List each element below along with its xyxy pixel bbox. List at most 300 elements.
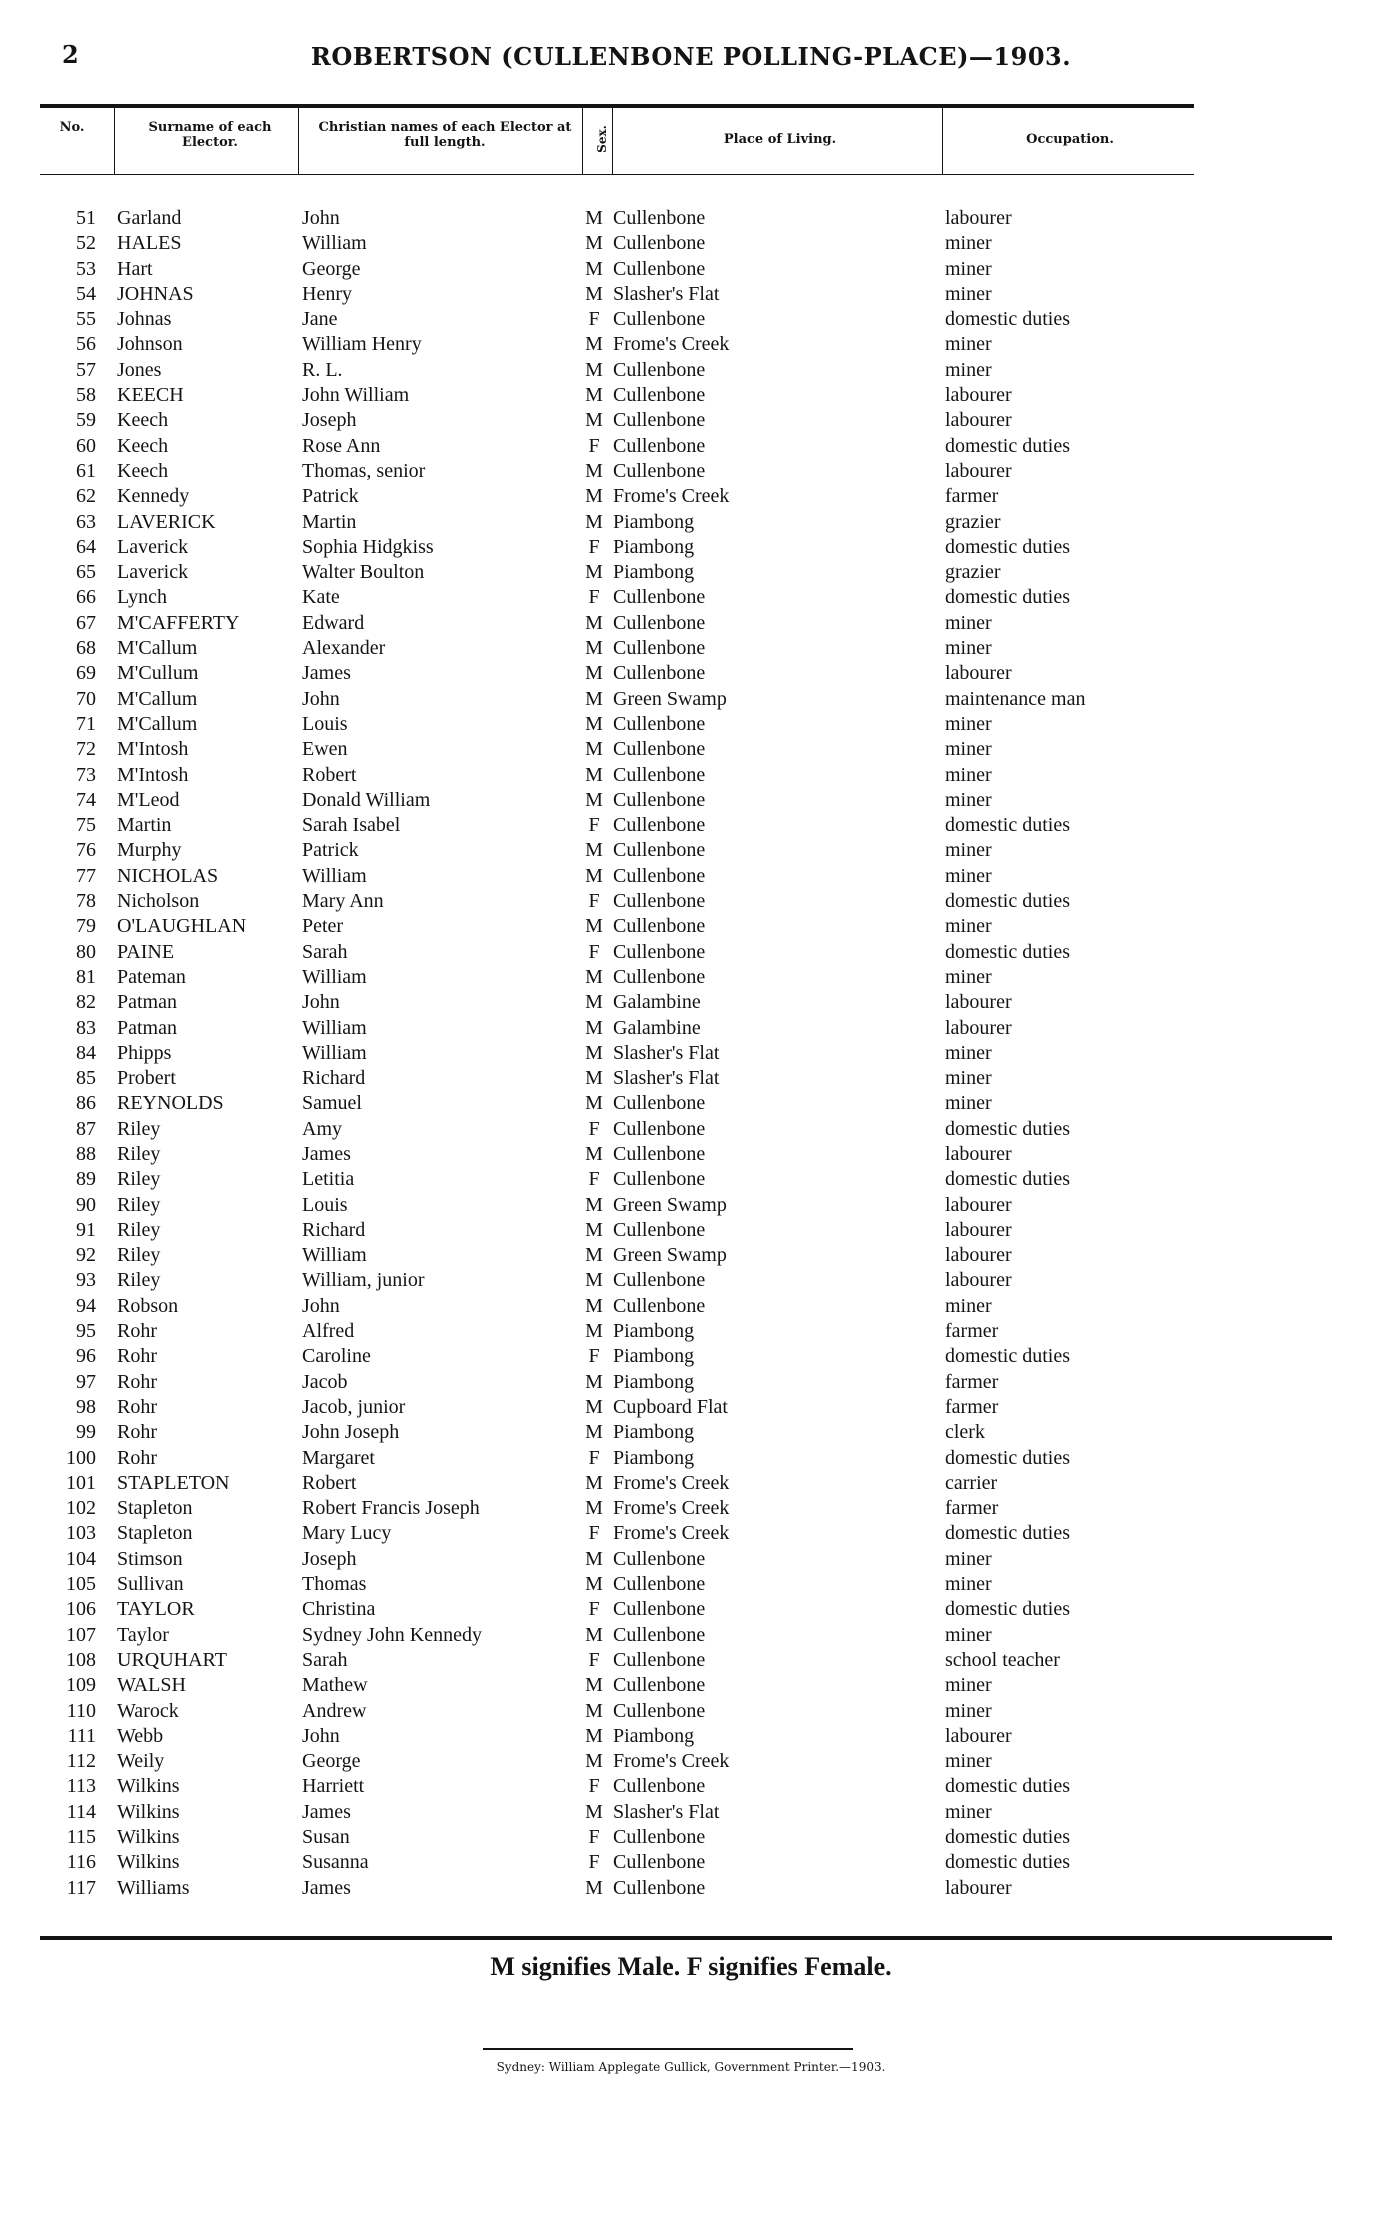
elector-row bbox=[0, 1724, 1382, 1749]
elector-place-of-living: Cullenbone bbox=[613, 864, 706, 887]
elector-christian-names: Robert bbox=[302, 763, 357, 786]
elector-surname: Nicholson bbox=[117, 890, 200, 913]
elector-sex: M bbox=[585, 1547, 603, 1570]
elector-sex: M bbox=[585, 1674, 603, 1697]
elector-number: 85 bbox=[76, 1067, 96, 1090]
elector-surname: Wilkins bbox=[117, 1826, 180, 1848]
elector-sex: M bbox=[585, 561, 603, 584]
elector-occupation: miner bbox=[945, 1547, 992, 1570]
elector-place-of-living: Slasher's Flat bbox=[613, 1067, 720, 1090]
elector-place-of-living: Slasher's Flat bbox=[613, 1800, 720, 1823]
elector-christian-names: John Joseph bbox=[302, 1421, 400, 1444]
elector-occupation: miner bbox=[945, 1699, 992, 1722]
elector-sex: M bbox=[585, 333, 603, 356]
elector-row bbox=[0, 1167, 1382, 1192]
elector-occupation: domestic duties bbox=[945, 1598, 1070, 1621]
elector-row bbox=[0, 510, 1382, 535]
elector-number: 103 bbox=[66, 1522, 96, 1545]
elector-occupation: domestic duties bbox=[945, 1168, 1070, 1191]
elector-christian-names: Peter bbox=[302, 915, 344, 938]
elector-occupation: labourer bbox=[945, 1244, 1012, 1267]
elector-row bbox=[0, 257, 1382, 282]
elector-surname: M'Callum bbox=[117, 637, 198, 660]
elector-surname: Laverick bbox=[117, 535, 189, 558]
elector-surname: Riley bbox=[117, 1218, 161, 1241]
elector-occupation: miner bbox=[945, 358, 992, 381]
elector-sex: M bbox=[585, 1395, 603, 1418]
elector-row bbox=[0, 535, 1382, 560]
header-bottom-rule bbox=[40, 174, 1194, 175]
elector-place-of-living: Piambong bbox=[613, 1724, 695, 1747]
elector-sex: F bbox=[588, 1851, 600, 1874]
elector-number: 56 bbox=[76, 333, 96, 356]
elector-row bbox=[0, 1699, 1382, 1724]
elector-surname: Laverick bbox=[117, 561, 189, 584]
elector-christian-names: Richard bbox=[302, 1067, 366, 1090]
elector-number: 67 bbox=[76, 611, 96, 634]
elector-surname: Webb bbox=[117, 1724, 164, 1747]
elector-sex: M bbox=[585, 839, 603, 862]
elector-surname: M'Cullum bbox=[117, 662, 199, 685]
elector-place-of-living: Cullenbone bbox=[613, 1218, 706, 1241]
elector-row bbox=[0, 1496, 1382, 1521]
elector-sex: F bbox=[588, 1648, 600, 1671]
elector-occupation: domestic duties bbox=[945, 1826, 1070, 1848]
elector-christian-names: Jacob bbox=[302, 1370, 348, 1393]
elector-number: 59 bbox=[76, 409, 96, 432]
elector-sex: M bbox=[585, 232, 603, 255]
elector-occupation: labourer bbox=[945, 207, 1012, 229]
elector-row bbox=[0, 1446, 1382, 1471]
elector-christian-names: Jacob, junior bbox=[302, 1395, 406, 1418]
elector-number: 61 bbox=[76, 459, 96, 482]
column-divider bbox=[298, 108, 299, 174]
elector-christian-names: Sarah Isabel bbox=[302, 814, 401, 837]
elector-row bbox=[0, 1800, 1382, 1825]
elector-christian-names: Walter Boulton bbox=[302, 561, 425, 584]
elector-sex: F bbox=[588, 1775, 600, 1798]
elector-place-of-living: Cullenbone bbox=[613, 257, 706, 280]
elector-row bbox=[0, 1572, 1382, 1597]
elector-christian-names: James bbox=[302, 662, 351, 685]
elector-row bbox=[0, 763, 1382, 788]
elector-surname: Johnas bbox=[117, 308, 172, 331]
elector-number: 106 bbox=[66, 1598, 96, 1621]
elector-row bbox=[0, 990, 1382, 1015]
elector-number: 101 bbox=[66, 1471, 96, 1494]
elector-christian-names: John bbox=[302, 1724, 340, 1747]
elector-row bbox=[0, 914, 1382, 939]
elector-occupation: farmer bbox=[945, 1395, 999, 1418]
elector-christian-names: George bbox=[302, 1750, 361, 1773]
elector-number: 110 bbox=[66, 1699, 96, 1722]
elector-row bbox=[0, 1850, 1382, 1875]
elector-christian-names: Sydney John Kennedy bbox=[302, 1623, 482, 1646]
elector-christian-names: John William bbox=[302, 384, 410, 407]
elector-surname: Probert bbox=[117, 1067, 176, 1090]
elector-number: 86 bbox=[76, 1092, 96, 1115]
elector-surname: PAINE bbox=[117, 940, 175, 963]
elector-sex: F bbox=[588, 1598, 600, 1621]
elector-sex: M bbox=[585, 1623, 603, 1646]
header-surname: Surname of each Elector. bbox=[148, 120, 272, 150]
elector-number: 113 bbox=[66, 1775, 96, 1798]
elector-number: 88 bbox=[76, 1142, 96, 1165]
elector-number: 108 bbox=[66, 1648, 96, 1671]
elector-surname: Riley bbox=[117, 1117, 161, 1140]
elector-surname: Rohr bbox=[117, 1345, 157, 1368]
elector-christian-names: William bbox=[302, 965, 367, 988]
elector-christian-names: Sarah bbox=[302, 1648, 348, 1671]
elector-row bbox=[0, 1395, 1382, 1420]
elector-row bbox=[0, 1091, 1382, 1116]
elector-place-of-living: Frome's Creek bbox=[613, 485, 730, 508]
elector-row bbox=[0, 383, 1382, 408]
elector-surname: M'Leod bbox=[117, 788, 180, 811]
elector-occupation: labourer bbox=[945, 1193, 1012, 1216]
elector-surname: Garland bbox=[117, 207, 182, 229]
elector-occupation: miner bbox=[945, 282, 992, 305]
elector-occupation: domestic duties bbox=[945, 434, 1070, 457]
elector-christian-names: Andrew bbox=[302, 1699, 367, 1722]
elector-surname: Rohr bbox=[117, 1395, 157, 1418]
elector-number: 65 bbox=[76, 561, 96, 584]
elector-christian-names: Rose Ann bbox=[302, 434, 381, 457]
elector-christian-names: Edward bbox=[302, 611, 365, 634]
elector-christian-names: Sophia Hidgkiss bbox=[302, 535, 434, 558]
elector-row bbox=[0, 1268, 1382, 1293]
elector-place-of-living: Cullenbone bbox=[613, 434, 706, 457]
elector-occupation: domestic duties bbox=[945, 814, 1070, 837]
elector-christian-names: William, junior bbox=[302, 1269, 425, 1292]
elector-sex: M bbox=[585, 1876, 603, 1899]
elector-occupation: miner bbox=[945, 788, 992, 811]
elector-sex: M bbox=[585, 459, 603, 482]
elector-place-of-living: Green Swamp bbox=[613, 687, 727, 710]
elector-sex: M bbox=[585, 1421, 603, 1444]
elector-row bbox=[0, 636, 1382, 661]
elector-number: 95 bbox=[76, 1320, 96, 1343]
elector-christian-names: Letitia bbox=[302, 1168, 355, 1191]
elector-christian-names: Amy bbox=[302, 1117, 342, 1140]
elector-number: 115 bbox=[66, 1826, 96, 1848]
elector-surname: Rohr bbox=[117, 1370, 157, 1393]
elector-row bbox=[0, 484, 1382, 509]
elector-surname: M'Intosh bbox=[117, 738, 189, 761]
elector-surname: STAPLETON bbox=[117, 1471, 230, 1494]
elector-place-of-living: Piambong bbox=[613, 1320, 695, 1343]
elector-row bbox=[0, 560, 1382, 585]
elector-occupation: labourer bbox=[945, 1218, 1012, 1241]
elector-row bbox=[0, 358, 1382, 383]
elector-surname: Riley bbox=[117, 1142, 161, 1165]
elector-christian-names: Joseph bbox=[302, 409, 357, 432]
elector-row bbox=[0, 737, 1382, 762]
elector-surname: Wilkins bbox=[117, 1800, 180, 1823]
elector-number: 117 bbox=[66, 1876, 96, 1899]
elector-place-of-living: Green Swamp bbox=[613, 1193, 727, 1216]
elector-sex: F bbox=[588, 890, 600, 913]
elector-sex: M bbox=[585, 1750, 603, 1773]
elector-surname: Sullivan bbox=[117, 1573, 184, 1596]
elector-row bbox=[0, 813, 1382, 838]
elector-occupation: farmer bbox=[945, 1497, 999, 1520]
elector-sex: M bbox=[585, 282, 603, 305]
elector-sex: M bbox=[585, 485, 603, 508]
elector-row bbox=[0, 1547, 1382, 1572]
elector-number: 90 bbox=[76, 1193, 96, 1216]
elector-sex: F bbox=[588, 1446, 600, 1469]
elector-row bbox=[0, 864, 1382, 889]
elector-row bbox=[0, 1066, 1382, 1091]
elector-occupation: domestic duties bbox=[945, 586, 1070, 609]
imprint-rule bbox=[483, 2048, 853, 2050]
elector-number: 79 bbox=[76, 915, 96, 938]
elector-occupation: domestic duties bbox=[945, 1345, 1070, 1368]
elector-christian-names: Margaret bbox=[302, 1446, 375, 1469]
elector-number: 82 bbox=[76, 991, 96, 1014]
elector-number: 63 bbox=[76, 510, 96, 533]
elector-sex: M bbox=[585, 358, 603, 381]
elector-christian-names: Henry bbox=[302, 282, 352, 305]
elector-number: 83 bbox=[76, 1016, 96, 1039]
elector-occupation: labourer bbox=[945, 384, 1012, 407]
elector-occupation: miner bbox=[945, 232, 992, 255]
elector-place-of-living: Galambine bbox=[613, 991, 701, 1014]
elector-occupation: miner bbox=[945, 915, 992, 938]
elector-sex: M bbox=[585, 1800, 603, 1823]
elector-occupation: miner bbox=[945, 864, 992, 887]
elector-surname: HALES bbox=[117, 232, 182, 255]
elector-surname: WALSH bbox=[117, 1674, 186, 1697]
elector-surname: Keech bbox=[117, 434, 169, 457]
elector-sex: M bbox=[585, 1016, 603, 1039]
elector-occupation: miner bbox=[945, 763, 992, 786]
elector-row bbox=[0, 687, 1382, 712]
elector-number: 55 bbox=[76, 308, 96, 331]
elector-christian-names: Thomas bbox=[302, 1573, 367, 1596]
elector-place-of-living: Cullenbone bbox=[613, 358, 706, 381]
elector-surname: Kennedy bbox=[117, 485, 190, 508]
elector-number: 102 bbox=[66, 1497, 96, 1520]
elector-number: 73 bbox=[76, 763, 96, 786]
column-divider bbox=[612, 108, 613, 174]
elector-occupation: miner bbox=[945, 1294, 992, 1317]
elector-sex: M bbox=[585, 1244, 603, 1267]
elector-number: 64 bbox=[76, 535, 96, 558]
elector-row bbox=[0, 206, 1382, 231]
elector-sex: M bbox=[585, 965, 603, 988]
elector-surname: URQUHART bbox=[117, 1648, 227, 1671]
elector-row bbox=[0, 1370, 1382, 1395]
header-place: Place of Living. bbox=[723, 132, 837, 147]
elector-place-of-living: Cullenbone bbox=[613, 1547, 706, 1570]
elector-row bbox=[0, 1749, 1382, 1774]
elector-row bbox=[0, 611, 1382, 636]
elector-surname: O'LAUGHLAN bbox=[117, 915, 247, 938]
elector-sex: M bbox=[585, 1041, 603, 1064]
elector-row bbox=[0, 1218, 1382, 1243]
elector-number: 71 bbox=[76, 712, 96, 735]
elector-place-of-living: Green Swamp bbox=[613, 1244, 727, 1267]
elector-surname: REYNOLDS bbox=[117, 1092, 224, 1115]
header-no: No. bbox=[59, 120, 85, 135]
elector-sex: F bbox=[588, 586, 600, 609]
elector-place-of-living: Cullenbone bbox=[613, 1699, 706, 1722]
elector-place-of-living: Galambine bbox=[613, 1016, 701, 1039]
elector-sex: M bbox=[585, 409, 603, 432]
elector-number: 107 bbox=[66, 1623, 96, 1646]
header-occupation: Occupation. bbox=[1026, 132, 1114, 147]
elector-christian-names: Mathew bbox=[302, 1674, 368, 1697]
elector-surname: Martin bbox=[117, 814, 172, 837]
elector-occupation: labourer bbox=[945, 1876, 1012, 1899]
elector-place-of-living: Cupboard Flat bbox=[613, 1395, 728, 1418]
elector-place-of-living: Piambong bbox=[613, 1345, 695, 1368]
elector-sex: M bbox=[585, 257, 603, 280]
elector-place-of-living: Cullenbone bbox=[613, 890, 706, 913]
elector-christian-names: William bbox=[302, 1016, 367, 1039]
elector-christian-names: Harriett bbox=[302, 1775, 365, 1798]
elector-row bbox=[0, 1319, 1382, 1344]
elector-surname: Stimson bbox=[117, 1547, 183, 1570]
elector-sex: M bbox=[585, 864, 603, 887]
elector-occupation: miner bbox=[945, 712, 992, 735]
elector-sex: M bbox=[585, 384, 603, 407]
elector-christian-names: Susan bbox=[302, 1826, 350, 1848]
elector-row bbox=[0, 1117, 1382, 1142]
elector-christian-names: Kate bbox=[302, 586, 340, 609]
elector-place-of-living: Cullenbone bbox=[613, 1775, 706, 1798]
elector-place-of-living: Cullenbone bbox=[613, 308, 706, 331]
elector-place-of-living: Cullenbone bbox=[613, 586, 706, 609]
elector-sex: M bbox=[585, 1218, 603, 1241]
elector-sex: F bbox=[588, 1345, 600, 1368]
header-sex: Sex. bbox=[594, 125, 609, 153]
printer-imprint: Sydney: William Applegate Gullick, Government Printer.—1903. bbox=[496, 2060, 886, 2074]
elector-row bbox=[0, 1041, 1382, 1066]
elector-number: 75 bbox=[76, 814, 96, 837]
elector-surname: Riley bbox=[117, 1193, 161, 1216]
elector-number: 84 bbox=[76, 1041, 96, 1064]
elector-christian-names: James bbox=[302, 1876, 351, 1899]
elector-surname: TAYLOR bbox=[117, 1598, 195, 1621]
elector-occupation: miner bbox=[945, 1674, 992, 1697]
elector-row bbox=[0, 1623, 1382, 1648]
elector-place-of-living: Cullenbone bbox=[613, 1168, 706, 1191]
elector-sex: M bbox=[585, 1193, 603, 1216]
column-divider bbox=[114, 108, 115, 174]
elector-place-of-living: Cullenbone bbox=[613, 738, 706, 761]
elector-row bbox=[0, 459, 1382, 484]
elector-place-of-living: Frome's Creek bbox=[613, 1522, 730, 1545]
elector-christian-names: Samuel bbox=[302, 1092, 362, 1115]
elector-christian-names: Donald William bbox=[302, 788, 431, 811]
sex-legend: M signifies Male. F signifies Female. bbox=[490, 1952, 892, 1981]
elector-christian-names: Alfred bbox=[302, 1320, 355, 1343]
elector-row bbox=[0, 332, 1382, 357]
elector-surname: Wilkins bbox=[117, 1775, 180, 1798]
elector-sex: F bbox=[588, 940, 600, 963]
elector-occupation: miner bbox=[945, 637, 992, 660]
elector-place-of-living: Cullenbone bbox=[613, 915, 706, 938]
elector-surname: Taylor bbox=[117, 1623, 169, 1646]
elector-row bbox=[0, 838, 1382, 863]
elector-surname: Keech bbox=[117, 459, 169, 482]
elector-christian-names: Richard bbox=[302, 1218, 366, 1241]
elector-surname: M'Intosh bbox=[117, 763, 189, 786]
elector-sex: M bbox=[585, 1294, 603, 1317]
elector-christian-names: Martin bbox=[302, 510, 357, 533]
elector-sex: M bbox=[585, 991, 603, 1014]
elector-sex: F bbox=[588, 1117, 600, 1140]
elector-row bbox=[0, 1774, 1382, 1799]
elector-sex: F bbox=[588, 535, 600, 558]
elector-christian-names: Louis bbox=[302, 1193, 348, 1216]
elector-occupation: farmer bbox=[945, 1320, 999, 1343]
elector-occupation: miner bbox=[945, 1067, 992, 1090]
elector-christian-names: Thomas, senior bbox=[302, 459, 426, 482]
elector-sex: M bbox=[585, 1092, 603, 1115]
elector-place-of-living: Piambong bbox=[613, 1421, 695, 1444]
elector-row bbox=[0, 661, 1382, 686]
elector-occupation: labourer bbox=[945, 409, 1012, 432]
table-bottom-rule bbox=[40, 1936, 1332, 1940]
elector-sex: M bbox=[585, 1269, 603, 1292]
elector-sex: M bbox=[585, 1142, 603, 1165]
elector-sex: M bbox=[585, 510, 603, 533]
elector-christian-names: John bbox=[302, 1294, 340, 1317]
elector-occupation: labourer bbox=[945, 662, 1012, 685]
elector-number: 92 bbox=[76, 1244, 96, 1267]
elector-sex: M bbox=[585, 738, 603, 761]
elector-sex: F bbox=[588, 1826, 600, 1848]
elector-sex: M bbox=[585, 687, 603, 710]
elector-place-of-living: Cullenbone bbox=[613, 611, 706, 634]
elector-row bbox=[0, 282, 1382, 307]
elector-occupation: miner bbox=[945, 1623, 992, 1646]
elector-row bbox=[0, 1597, 1382, 1622]
elector-occupation: miner bbox=[945, 1750, 992, 1773]
elector-row bbox=[0, 1648, 1382, 1673]
elector-christian-names: William bbox=[302, 1041, 367, 1064]
elector-occupation: grazier bbox=[945, 510, 1001, 533]
elector-number: 54 bbox=[76, 282, 96, 305]
elector-christian-names: James bbox=[302, 1800, 351, 1823]
elector-sex: M bbox=[585, 662, 603, 685]
elector-place-of-living: Piambong bbox=[613, 535, 695, 558]
elector-place-of-living: Slasher's Flat bbox=[613, 1041, 720, 1064]
elector-row bbox=[0, 788, 1382, 813]
elector-number: 94 bbox=[76, 1294, 96, 1317]
elector-surname: Warock bbox=[117, 1699, 179, 1722]
elector-number: 58 bbox=[76, 384, 96, 407]
elector-surname: Murphy bbox=[117, 839, 182, 862]
elector-number: 109 bbox=[66, 1674, 96, 1697]
elector-row bbox=[0, 307, 1382, 332]
elector-sex: F bbox=[588, 1168, 600, 1191]
elector-sex: M bbox=[585, 1320, 603, 1343]
elector-christian-names: John bbox=[302, 207, 340, 229]
elector-place-of-living: Cullenbone bbox=[613, 232, 706, 255]
elector-row bbox=[0, 231, 1382, 256]
elector-row bbox=[0, 1344, 1382, 1369]
elector-surname: Rohr bbox=[117, 1320, 157, 1343]
elector-occupation: school teacher bbox=[945, 1648, 1060, 1671]
elector-christian-names: Robert Francis Joseph bbox=[302, 1497, 480, 1520]
elector-christian-names: William bbox=[302, 1244, 367, 1267]
elector-place-of-living: Piambong bbox=[613, 1370, 695, 1393]
